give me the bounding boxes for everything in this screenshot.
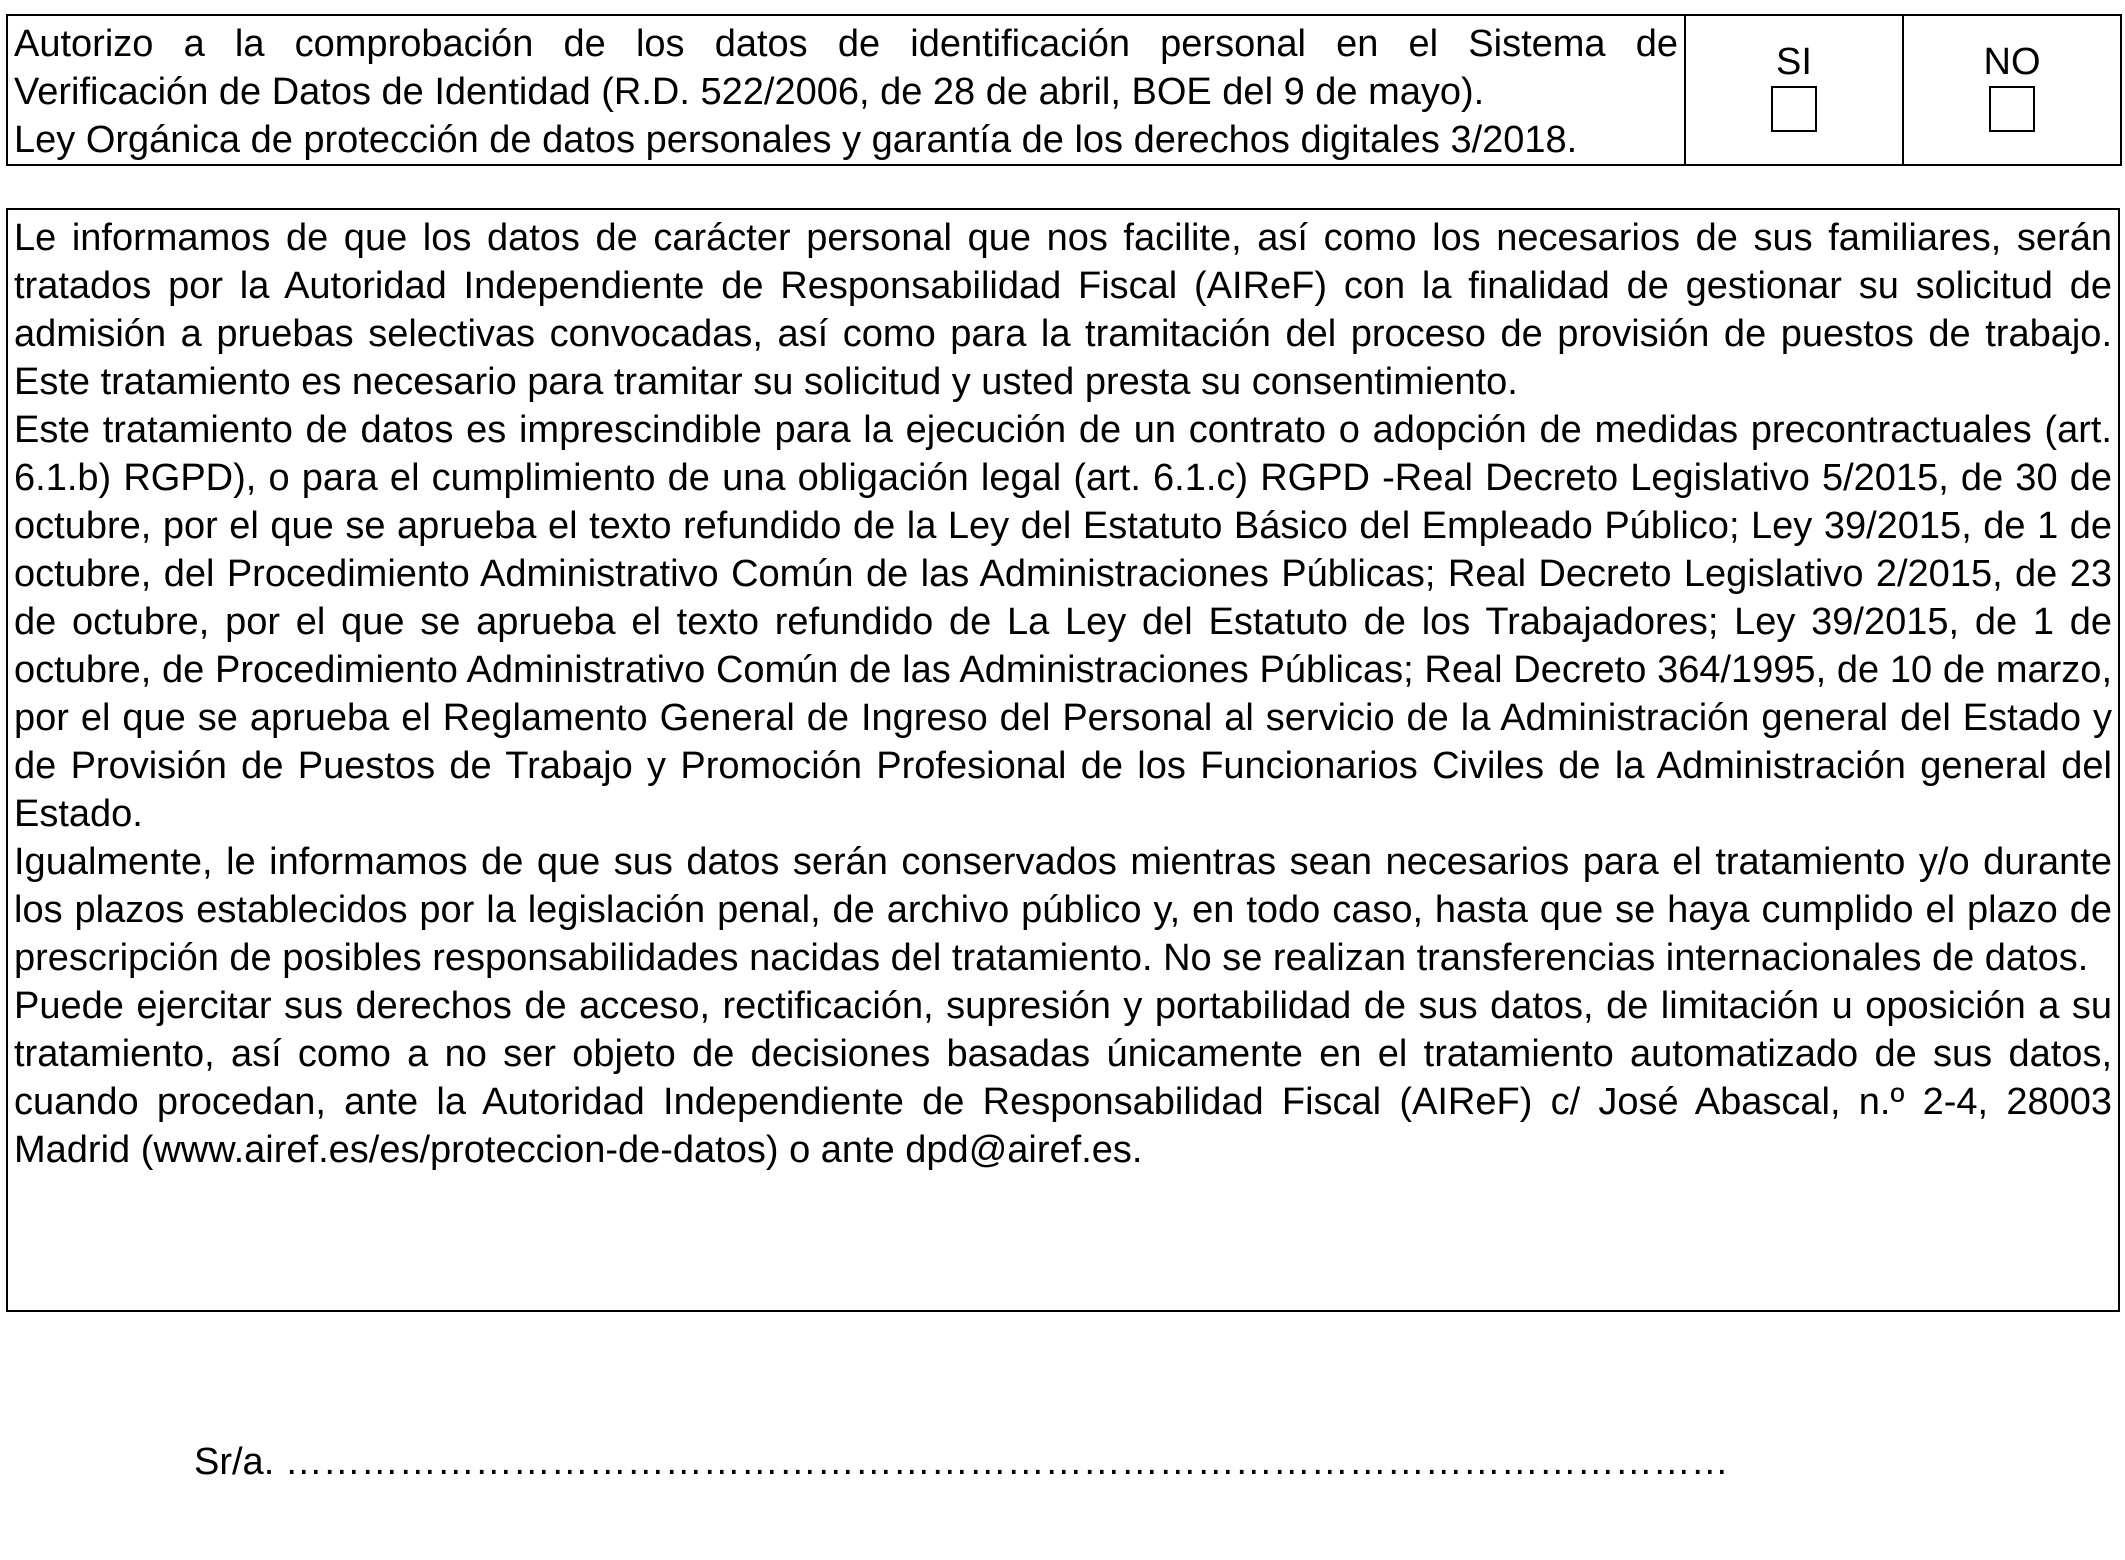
identity-verification-consent-table [6,14,2122,166]
consent-line-1: Autorizo a la comprobación de los datos de identificación personal en el Sistema de [14,23,1678,65]
consent-no-label: NO [1983,41,2041,83]
notice-paragraph-retention: Igualmente, le informamos de que sus datos serán conservados mientras sean necesarios para el tratamiento y/o durante los plazos establecidos por la legislación penal, de archivo público y, en todo caso, hasta que se haya cumplido el plazo de prescripción de posibles responsabilidades nacidas del tratamiento. No se realizan transferencias internacionales de datos. [14,841,2112,979]
consent-statement-cell [7,15,1685,165]
notice-paragraph-legal-basis: Este tratamiento de datos es imprescindible para la ejecución de un contrato o adopción de medidas precontractuales (art. 6.1.b) RGPD), o para el cumplimiento de una obligación legal (art. 6.1.c) RGPD -Real Decreto Legislativo 5/2015, de 30 de octubre, por el que se aprueba el texto refundido de la Ley del Estatuto Básico del Empleado Público; Ley 39/2015, de 1 de octubre, del Procedimiento Administrativo Común de las Administraciones Públicas; Real Decreto Legislativo 2/2015, de 23 de octubre, por el que se aprueba el texto refundido de La Ley del Estatuto de los Trabajadores; Ley 39/2015, de 1 de octubre, de Procedimiento Administrativo Común de las Administraciones Públicas; Real Decreto 364/1995, de 10 de marzo, por el que se aprueba el Reglamento General de Ingreso del Personal al servicio de la Administración general del Estado y de Provisión de Puestos de Trabajo y Promoción Profesional de los Funcionarios Civiles de la Administración general del Estado. [14,409,2112,835]
consent-no-cell [1903,15,2121,165]
data-protection-text [8,210,2118,1174]
consent-line-3: Ley Orgánica de protección de datos personales y garantía de los derechos digitales 3/2018. [14,119,1578,161]
consent-yes-checkbox[interactable] [1771,86,1817,132]
consent-yes-label: SI [1776,41,1812,83]
consent-no-checkbox[interactable] [1989,86,2035,132]
data-protection-notice [6,208,2120,1312]
notice-paragraph-rights: Puede ejercitar sus derechos de acceso, rectificación, supresión y portabilidad de sus datos, de limitación u oposición a su tratamiento, así como a no ser objeto de decisiones basadas únicamente en el tratamiento automatizado de sus datos, cuando procedan, ante la Autoridad Independiente de Responsabilidad Fiscal (AIReF) c/ José Abascal, n.º 2-4, 28003 Madrid (www.airef.es/es/proteccion-de-datos) o ante dpd@airef.es. [14,985,2112,1171]
recipient-line: Sr/a. …………………………………………………………………………………………………… [194,1441,1729,1483]
consent-statement [8,16,1684,164]
notice-paragraph-purpose: Le informamos de que los datos de carácter personal que nos facilite, así como los necesarios de sus familiares, serán tratados por la Autoridad Independiente de Responsabilidad Fiscal (AIReF) con la finalidad de gestionar su solicitud de admisión a pruebas selectivas convocadas, así como para la tramitación del proceso de provisión de puestos de trabajo. Este tratamiento es necesario para tramitar su solicitud y usted presta su consentimiento. [14,217,2112,403]
consent-line-2: Verificación de Datos de Identidad (R.D. 522/2006, de 28 de abril, BOE del 9 de mayo). [14,71,1485,113]
consent-yes-cell [1685,15,1903,165]
